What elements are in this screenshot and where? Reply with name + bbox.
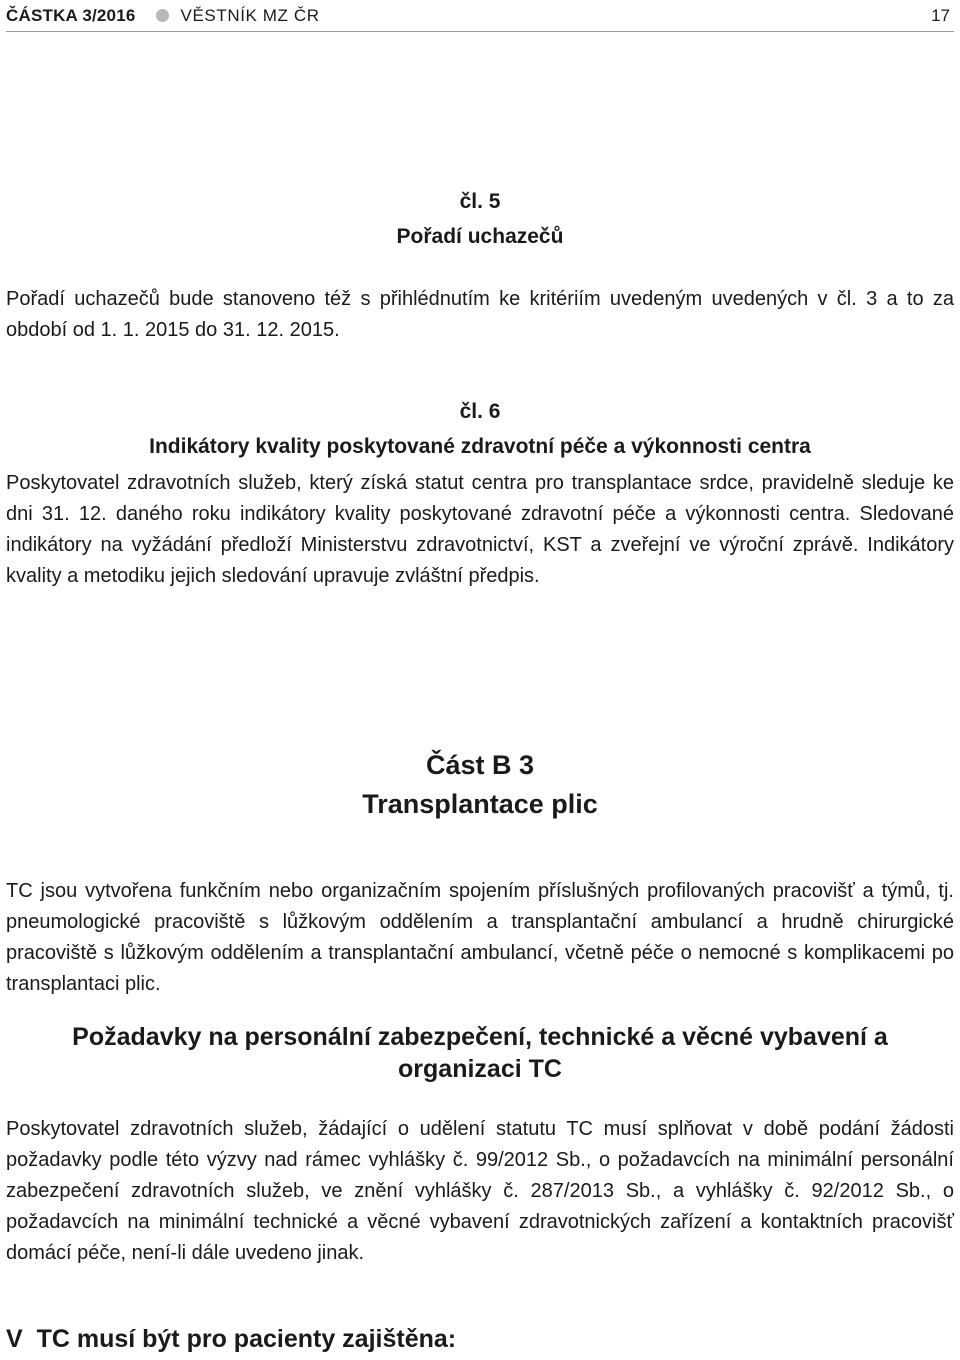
article-5-paragraph: Pořadí uchazečů bude stanoveno též s přihlédnutím ke kritériím uvedeným uvedených v čl. 3 a to za období od 1. 1. 2015 do 31. 12. 2015. [6,288,954,341]
article-6-number: čl. 6 [459,400,501,423]
issue-number: ČÁSTKA 3/2016 [6,5,136,25]
page-header [6,0,954,32]
bullet-dot-icon [156,9,169,22]
article-5-title: Pořadí uchazečů [396,225,564,248]
requirements-paragraph: Poskytovatel zdravotních služeb, žádající o udělení statutu TC musí splňovat v době podání žádosti požadavky podle této výzvy nad rámec vyhlášky č. 99/2012 Sb., o požadavcích na minimální personální zabezpečení zdravotních služeb, ve znění vyhlášky č. 287/2013 Sb., a vyhlášky č. 92/2012 Sb., o požadavcích na minimální technické a věcné vybavení zdravotnických zařízení a kontaktních pracovišť domácí péče, není-li dále uvedeno jinak. [6,1118,954,1264]
requirements-heading-line-1: Požadavky na personální zabezpečení, technické a věcné vybavení a [72,1023,888,1051]
journal-title: VĚSTNÍK MZ ČR [180,5,320,25]
article-6-title: Indikátory kvality poskytované zdravotní péče a výkonnosti centra [149,435,811,458]
part-b3-number: Část B 3 [425,750,535,780]
part-b3-paragraph: TC jsou vytvořena funkčním nebo organizačním spojením příslušných profilovaných pracovišť a týmů, tj. pneumologické pracoviště s lůžkovým oddělením a transplantační ambulancí a hrudně chirurgické pracoviště s lůžkovým oddělením a transplantační ambulancí, včetně péče o nemocné s komplikacemi po transplantaci plic. [6,880,954,995]
part-b3-title: Transplantace plic [362,789,598,819]
article-6-paragraph: Poskytovatel zdravotních služeb, který získá statut centra pro transplantace srdce, pravidelně sleduje ke dni 31. 12. daného roku indikátory kvality poskytované zdravotní péče a výkonnosti centra. Sledované indikátory na vyžádání předloží Ministerstvu zdravotnictví, KST a zveřejní ve výroční zprávě. Indikátory kvality a metodiku jejich sledování upravuje zvláštní předpis. [6,472,954,587]
section-v-heading: V TC musí být pro pacienty zajištěna: [6,1325,457,1353]
article-5-number: čl. 5 [459,190,501,213]
page-number: 17 [931,5,950,25]
requirements-heading-line-2: organizaci TC [398,1055,562,1083]
